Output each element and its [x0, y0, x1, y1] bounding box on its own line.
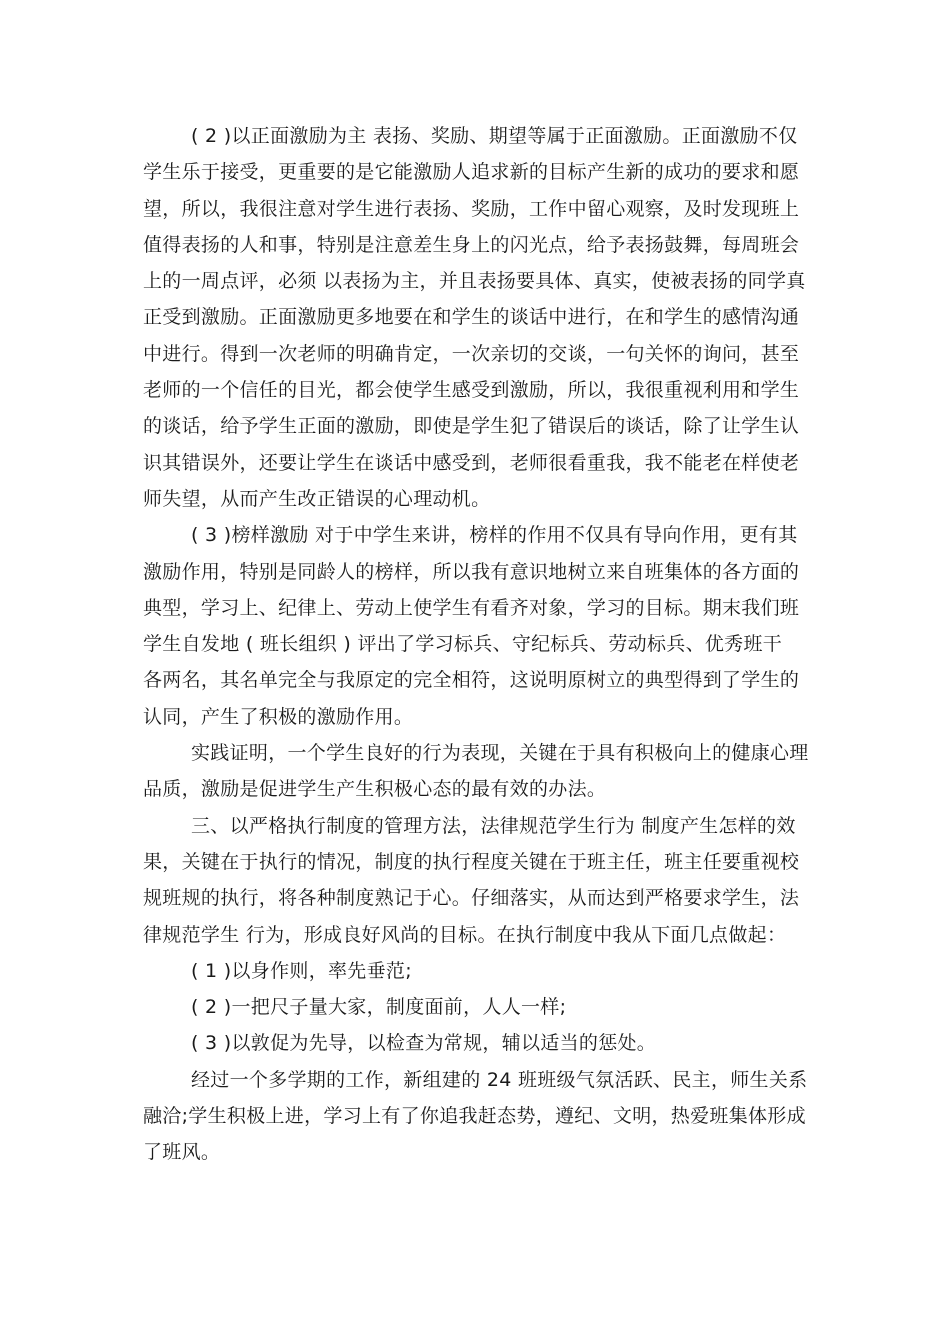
paragraph-line: 中进行。得到一次老师的明确肯定，一次亲切的交谈，一句关怀的询问，甚至	[143, 342, 800, 365]
paragraph-first-line: ( 3 )榜样激励 对于中学生来讲，榜样的作用不仅具有导向作用，更有其	[191, 524, 798, 547]
paragraph-line: 上的一周点评，必须 以表扬为主，并且表扬要具体、真实，使被表扬的同学真	[143, 270, 806, 293]
paragraph-line: 了班风。	[143, 1141, 221, 1164]
paragraph-line: 各两名，其名单完全与我原定的完全相符，这说明原树立的典型得到了学生的	[143, 669, 800, 692]
paragraph-line: 果，关键在于执行的情况，制度的执行程度关键在于班主任，班主任要重视校	[143, 850, 800, 873]
paragraph-first-line: ( 1 )以身作则，率先垂范;	[191, 959, 412, 982]
paragraph-line: 学生自发地 ( 班长组织 ) 评出了学习标兵、守纪标兵、劳动标兵、优秀班干	[143, 633, 783, 656]
document-body	[143, 118, 813, 1171]
paragraph-line: 律规范学生 行为，形成良好风尚的目标。在执行制度中我从下面几点做起：	[143, 923, 787, 946]
paragraph-line: 值得表扬的人和事，特别是注意差生身上的闪光点，给予表扬鼓舞，每周班会	[143, 233, 800, 256]
paragraph-line: 融洽;学生积极上进，学习上有了你追我赶态势，遵纪、文明，热爱班集体形成	[143, 1105, 806, 1128]
paragraph-line: 认同，产生了积极的激励作用。	[143, 705, 414, 728]
paragraph-line: 典型，学习上、纪律上、劳动上使学生有看齐对象，学习的目标。期末我们班	[143, 596, 800, 619]
paragraph-line: 正受到激励。正面激励更多地要在和学生的谈话中进行，在和学生的感情沟通	[143, 306, 800, 329]
paragraph-first-line: ( 3 )以敦促为先导，以检查为常规，辅以适当的惩处。	[191, 1032, 657, 1055]
paragraph-line: 识其错误外，还要让学生在谈话中感受到，老师很看重我，我不能老在样使老	[143, 451, 800, 474]
paragraph-first-line: 三、以严格执行制度的管理方法，法律规范学生行为 制度产生怎样的效	[191, 814, 796, 837]
paragraph-line: 老师的一个信任的目光，都会使学生感受到激励，所以，我很重视利用和学生	[143, 379, 800, 402]
paragraph-first-line: 经过一个多学期的工作，新组建的 24 班班级气氛活跃、民主，师生关系	[191, 1068, 808, 1091]
paragraph-line: 规班规的执行，将各种制度熟记于心。仔细落实，从而达到严格要求学生，法	[143, 887, 800, 910]
paragraph-line: 的谈话，给予学生正面的激励，即使是学生犯了错误后的谈话，除了让学生认	[143, 415, 800, 438]
paragraph-first-line: 实践证明，一个学生良好的行为表现，关键在于具有积极向上的健康心理	[191, 742, 809, 765]
paragraph-line: 师失望，从而产生改正错误的心理动机。	[143, 487, 491, 510]
paragraph-line: 望，所以，我很注意对学生进行表扬、奖励，工作中留心观察，及时发现班上	[143, 197, 800, 220]
paragraph-line: 品质，激励是促进学生产生积极心态的最有效的办法。	[143, 778, 607, 801]
paragraph-first-line: ( 2 )以正面激励为主 表扬、奖励、期望等属于正面激励。正面激励不仅	[191, 125, 798, 147]
paragraph-line: 激励作用，特别是同龄人的榜样，所以我有意识地树立来自班集体的各方面的	[143, 560, 800, 583]
paragraph-line: 学生乐于接受，更重要的是它能激励人追求新的目标产生新的成功的要求和愿	[143, 161, 800, 184]
paragraph-first-line: ( 2 )一把尺子量大家，制度面前，人人一样;	[191, 996, 567, 1019]
